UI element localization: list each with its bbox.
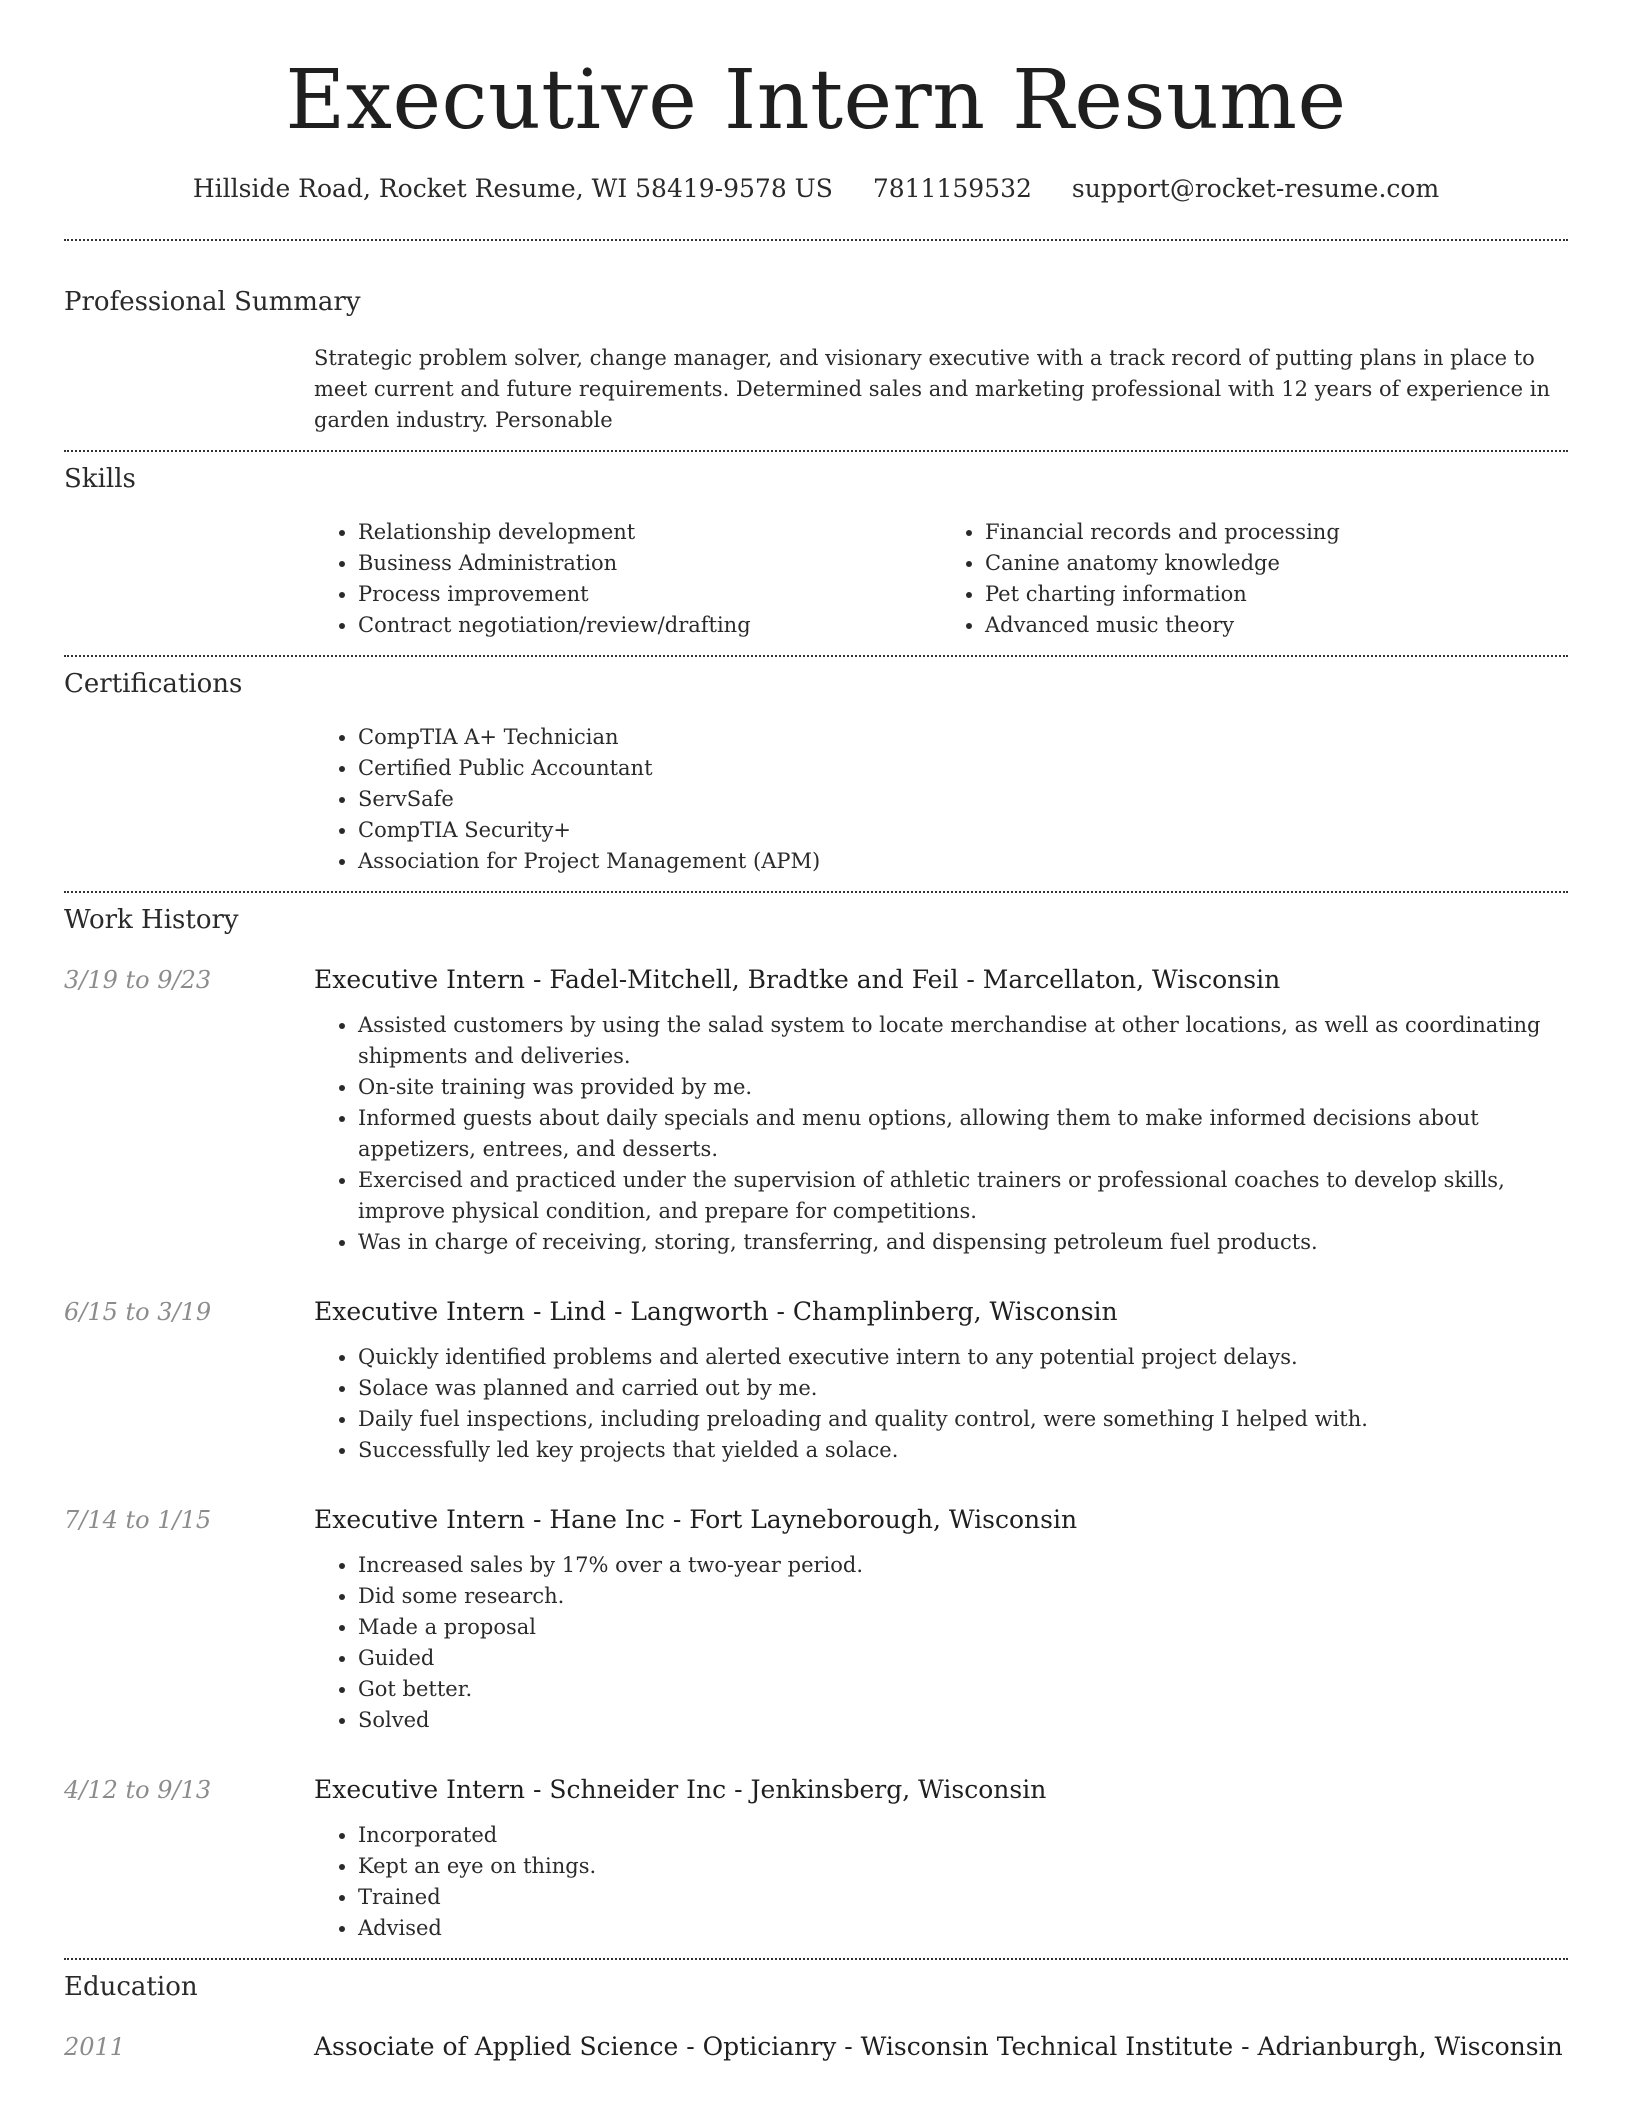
- list-item: • On-site training was provided by me.: [358, 1072, 1568, 1103]
- list-item: • Advised: [358, 1913, 1568, 1944]
- list-item: • Kept an eye on things.: [358, 1851, 1568, 1882]
- job-entry: [64, 1502, 1568, 1736]
- list-item: • Did some research.: [358, 1581, 1568, 1612]
- job-body: [314, 1772, 1568, 1944]
- certifications-list: [314, 722, 1568, 891]
- list-item: • Got better.: [358, 1674, 1568, 1705]
- list-item: • Increased sales by 17% over a two-year period.: [358, 1550, 1568, 1581]
- list-item: • Financial records and processing: [985, 517, 1568, 548]
- skills-list-left: [314, 517, 941, 641]
- job-body: [314, 1294, 1568, 1466]
- list-item: • Made a proposal: [358, 1612, 1568, 1643]
- list-item: • Was in charge of receiving, storing, transferring, and dispensing petroleum fuel products.: [358, 1227, 1568, 1258]
- resume-header: [64, 0, 1568, 203]
- list-item: • Business Administration: [358, 548, 941, 579]
- list-item: • Trained: [358, 1882, 1568, 1913]
- list-item: • Process improvement: [358, 579, 941, 610]
- list-item: • Solved: [358, 1705, 1568, 1736]
- list-item: • CompTIA A+ Technician: [358, 722, 1568, 753]
- skills-section: [64, 452, 1568, 655]
- list-item: • Successfully led key projects that yielded a solace.: [358, 1435, 1568, 1466]
- education-entry: [64, 2029, 1568, 2065]
- education-year: 2011: [64, 2033, 126, 2062]
- list-item: • Quickly identified problems and alerted executive intern to any potential project delays.: [358, 1342, 1568, 1373]
- section-title-summary: Professional Summary: [64, 287, 361, 318]
- work-history-section: [64, 893, 1568, 1958]
- list-item: • Informed guests about daily specials and menu options, allowing them to make informed decisions about appetizers, entrees, and desserts.: [358, 1103, 1568, 1165]
- list-item: • Advanced music theory: [985, 610, 1568, 641]
- job-entry: [64, 962, 1568, 1258]
- summary-section: [64, 241, 1568, 449]
- phone-text: 7811159532: [872, 174, 1032, 204]
- job-bullets: [314, 1010, 1568, 1258]
- job-heading: Executive Intern - Fadel-Mitchell, Bradtke and Feil - Marcellaton, Wisconsin: [314, 965, 1281, 995]
- list-item: • Contract negotiation/review/drafting: [358, 610, 941, 641]
- list-item: • Guided: [358, 1643, 1568, 1674]
- job-entry: [64, 1294, 1568, 1466]
- list-item: • Canine anatomy knowledge: [985, 548, 1568, 579]
- list-item: • CompTIA Security+: [358, 815, 1568, 846]
- job-dates: 3/19 to 9/23: [64, 966, 212, 995]
- list-item: • Exercised and practiced under the supervision of athletic trainers or professional coaches to develop skills, improve physical condition, and prepare for competitions.: [358, 1165, 1568, 1227]
- address-text: Hillside Road, Rocket Resume, WI 58419-9578 US: [192, 174, 833, 204]
- list-item: • Pet charting information: [985, 579, 1568, 610]
- job-dates: 6/15 to 3/19: [64, 1298, 212, 1327]
- section-title-work-history: Work History: [64, 904, 239, 935]
- skills-grid: [314, 517, 1568, 655]
- list-item: • Association for Project Management (APM): [358, 846, 1568, 877]
- list-item: • Solace was planned and carried out by me.: [358, 1373, 1568, 1404]
- list-item: • ServSafe: [358, 784, 1568, 815]
- list-item: • Assisted customers by using the salad system to locate merchandise at other locations, as well as coordinating shipments and deliveries.: [358, 1010, 1568, 1072]
- list-item: • Relationship development: [358, 517, 941, 548]
- list-item: • Certified Public Accountant: [358, 753, 1568, 784]
- job-bullets: [314, 1342, 1568, 1466]
- certifications-section: [64, 657, 1568, 891]
- skills-list-right: [941, 517, 1568, 641]
- job-body: [314, 1502, 1568, 1736]
- section-title-education: Education: [64, 1972, 198, 2003]
- job-bullets: [314, 1820, 1568, 1944]
- education-section: [64, 1960, 1568, 2065]
- section-title-certifications: Certifications: [64, 668, 243, 699]
- list-item: • Incorporated: [358, 1820, 1568, 1851]
- education-heading: Associate of Applied Science - Opticianry - Wisconsin Technical Institute - Adrianburgh, Wisconsin: [314, 2032, 1563, 2062]
- job-heading: Executive Intern - Hane Inc - Fort Layneborough, Wisconsin: [314, 1505, 1078, 1535]
- job-dates: 7/14 to 1/15: [64, 1506, 212, 1535]
- summary-text: Strategic problem solver, change manager, and visionary executive with a track record of putting plans in place to meet current and future requirements. Determined sales and marketing professional with 12 years of experience in garden industry. Personable: [314, 345, 1551, 432]
- job-entry: [64, 1772, 1568, 1944]
- job-dates: 4/12 to 9/13: [64, 1776, 212, 1805]
- contact-line: [64, 174, 1568, 203]
- page-title: Executive Intern Resume: [285, 53, 1347, 148]
- job-body: [314, 962, 1568, 1258]
- list-item: • Daily fuel inspections, including preloading and quality control, were something I helped with.: [358, 1404, 1568, 1435]
- job-heading: Executive Intern - Lind - Langworth - Champlinberg, Wisconsin: [314, 1297, 1118, 1327]
- job-bullets: [314, 1550, 1568, 1736]
- section-title-skills: Skills: [64, 463, 136, 494]
- job-heading: Executive Intern - Schneider Inc - Jenkinsberg, Wisconsin: [314, 1775, 1047, 1805]
- email-text: support@rocket-resume.com: [1071, 174, 1440, 204]
